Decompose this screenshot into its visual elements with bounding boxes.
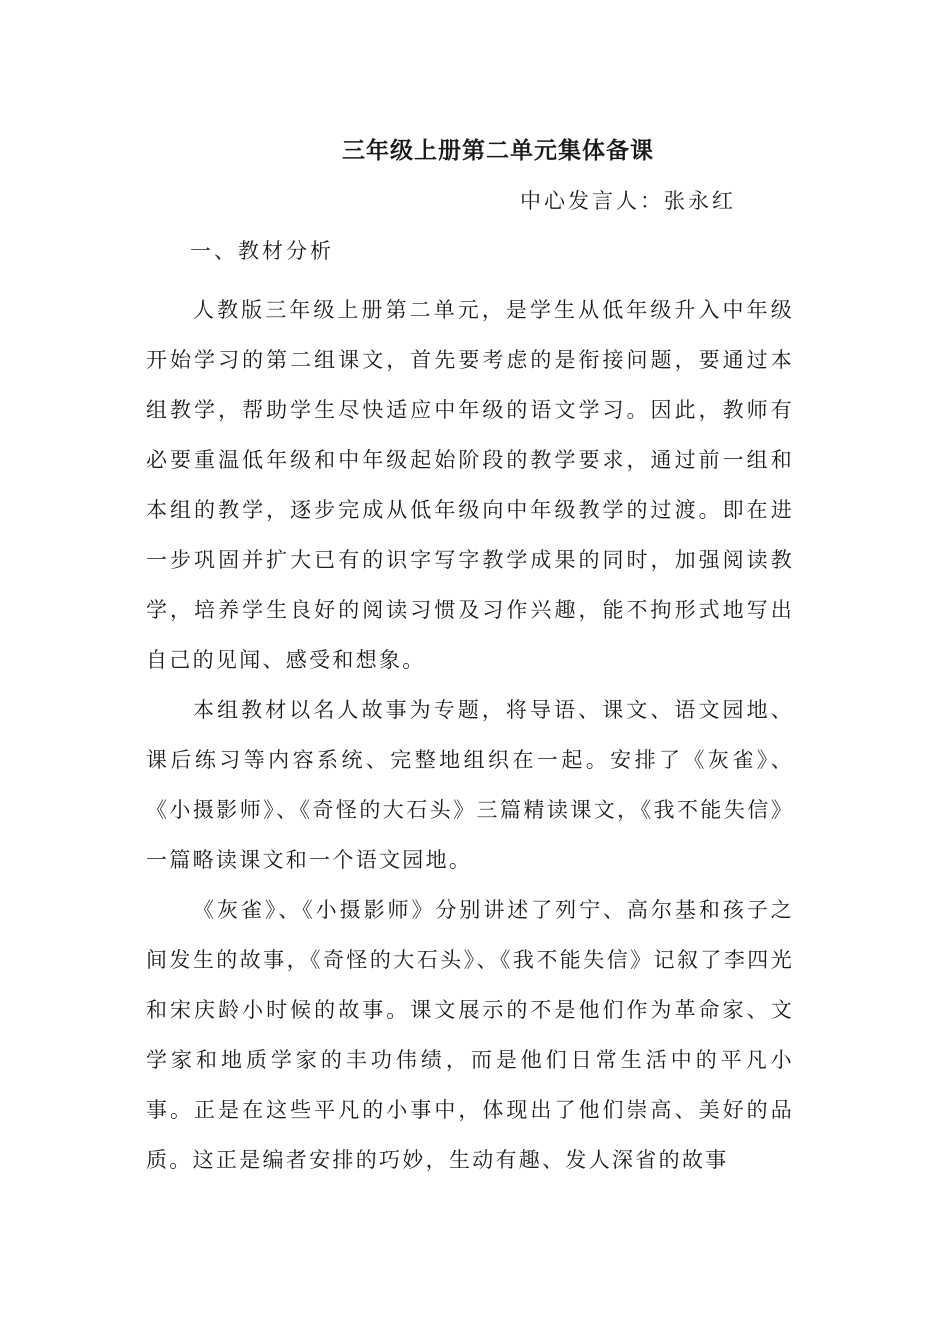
section-heading: 一、教材分析	[190, 239, 334, 263]
paragraph: 人教版三年级上册第二单元，是学生从低年级升入中年级开始学习的第二组课文，首先要考虑的是衔接问题，要通过本组教学，帮助学生尽快适应中年级的语文学习。因此，教师有必要重温低年级和中年级起始阶段的教学要求，通过前一组和本组的教学，逐步完成从低年级向中年级教学的过渡。即在进一步巩固并扩大已有的识字写字教学成果的同时，加强阅读教学，培养学生良好的阅读习惯及习作兴趣，能不拘形式地写出自己的见闻、感受和想象。	[146, 298, 794, 672]
paragraph: 本组教材以名人故事为专题，将导语、课文、语文园地、课后练习等内容系统、完整地组织在一起。安排了《灰雀》、《小摄影师》、《奇怪的大石头》三篇精读课文，《我不能失信》一篇略读课文和一个语文园地。	[146, 698, 794, 872]
paragraph: 《灰雀》、《小摄影师》分别讲述了列宁、高尔基和孩子之间发生的故事，《奇怪的大石头》、《我不能失信》记叙了李四光和宋庆龄小时候的故事。课文展示的不是他们作为革命家、文学家和地质学家的丰功伟绩，而是他们日常生活中的平凡小事。正是在这些平凡的小事中，体现出了他们崇高、美好的品质。这正是编者安排的巧妙，生动有趣、发人深省的故事	[146, 898, 794, 1172]
document-title: 三年级上册第二单元集体备课	[342, 138, 654, 164]
body-text	[146, 285, 794, 1185]
speaker-line: 中心发言人：张永红	[520, 189, 736, 213]
